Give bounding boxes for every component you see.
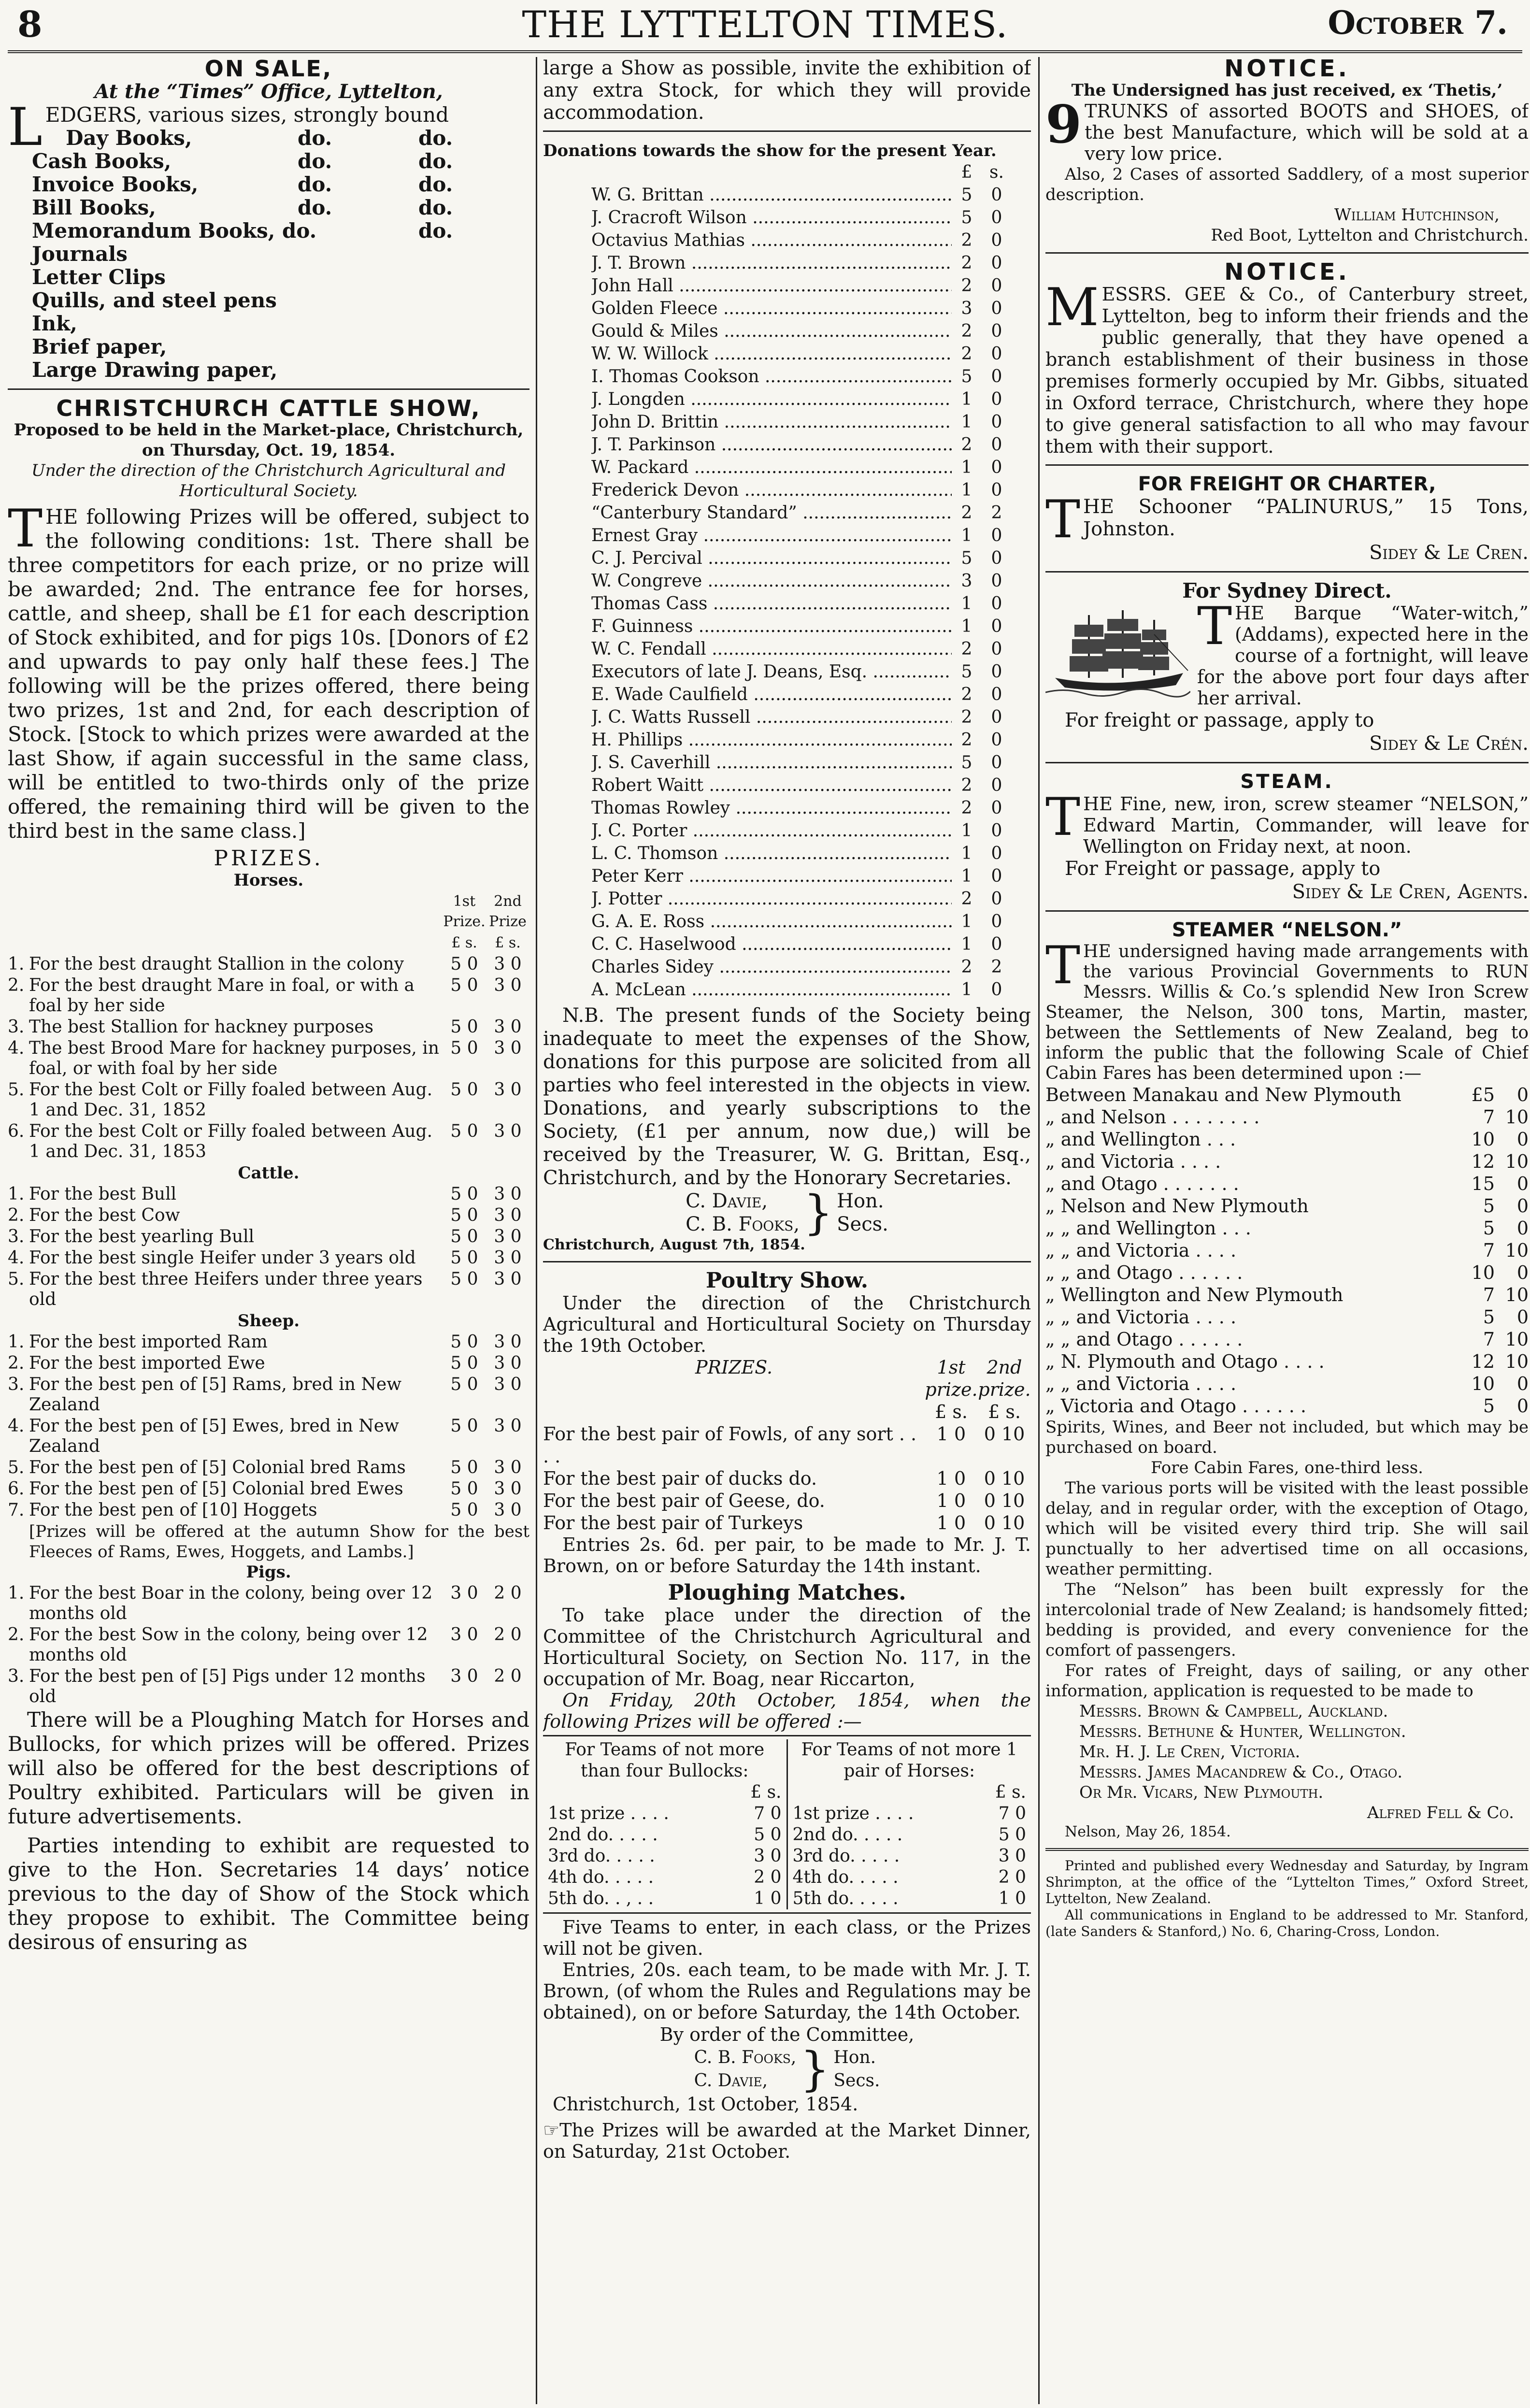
fore-cabin-text: Fore Cabin Fares, one-third less. [1151,1458,1423,1477]
intro-text: HE following Prizes will be offered, subject to the following conditions: 1st. There shall be three competitors for each prize, or no prize will be awarded; 2nd. The entrance fee for horses, cattle, and sheep, shall be £1 for each description of Stock exhibited, and for pigs 10s. [Donors of £2 and upwards to pay only half these fees.] The following will be the prizes offered, there being two prizes, 1st and 2nd, for each description of Stock. [Stock to which prizes were awarded at the last Show, if again successful in the same class, will be entitled to two-thirds only of the prize offered, the remaining third will be given to the third best in the same class.] [8,505,529,843]
list-item: Letter Clips [32,265,166,289]
section-title: Pigs. [246,1562,291,1582]
donations-list [543,161,1031,1001]
list-item: Messrs. Brown & Campbell, Auckland. [1079,1702,1388,1721]
donation-row: F. Guinness ..... 1 0 [591,615,1012,638]
ad-subheading: Proposed to be held in the Market-place, Christchurch, on Thursday, Oct. 19, 1854. [14,420,524,460]
list-item: Quills, and steel pens [32,288,277,312]
fare-row: „ and Nelson . . . . . . . . 7 10 [1045,1106,1529,1128]
ad-heading: FOR FREIGHT OR CHARTER, [1138,473,1436,495]
prize-row: 3. For the best pen of [5] Pigs under 12 months old 3 0 2 0 [8,1666,522,1706]
prizes-title: PRIZES. [214,846,324,871]
divider [1045,571,1529,573]
ad-body: TRUNKS of assorted BOOTS and SHOES, of the best Manufacture, which will be sold at a very low price. [1085,100,1529,164]
fare-row: „ and Otago . . . . . . . 15 0 [1045,1173,1529,1194]
divider [1045,1848,1529,1851]
ad-heading: CHRISTCHURCH CATTLE SHOW, [56,395,481,421]
donation-row: G. A. E. Ross ..... 1 0 [591,910,1012,933]
section-title: Cattle. [238,1163,300,1183]
committee-signature: C. B. Fooks, C. Davie, } Hon. Secs. [694,2042,880,2096]
donation-row: H. Phillips ..... 2 0 [591,729,1012,751]
prize-units: £ s. £ s. [451,934,521,951]
section-title: Horses. [233,871,304,890]
divider [543,1912,1031,1914]
five-teams-text: Five Teams to enter, in each class, or the Prizes will not be given. [543,1917,1031,1959]
donation-row: A. McLean ..... 1 0 [591,978,1012,1001]
on-sale-ad [8,57,529,382]
donation-row: John Hall ..... 2 0 [591,274,1012,297]
exhibit-notice: Parties intending to exhibit are requested to give to the Hon. Secretaries 14 days’ notice previous to the day of Show of the Stock which they propose to exhibit. The Committee being desirous of ensuring as [8,1834,529,1954]
list-item: Messrs. Bethune & Hunter, Wellington. [1079,1722,1406,1741]
prize-row: 6. For the best pen of [5] Colonial bred Ewes 5 0 3 0 [8,1479,522,1499]
donation-row: John D. Brittin ..... 1 0 [591,411,1012,433]
ad-heading: STEAMER “NELSON.” [1172,919,1402,941]
donation-row: J. T. Parkinson ..... 2 0 [591,433,1012,456]
donation-row: W. Congreve ..... 3 0 [591,570,1012,592]
drop-cap: M [1045,277,1099,338]
fare-row: „ „ and Otago . . . . . . 10 0 [1045,1262,1529,1283]
ad-subheading: The Undersigned has just received, ex ‘Thetis,’ [1071,81,1503,100]
donation-row: Robert Waitt ..... 2 0 [591,774,1012,797]
ports-text: The various ports will be visited with the least possible delay, and in regular order, with the exception of Otago, which will be visited every third trip. She will sail punctually to her advertised time on all occasions, weather permitting. [1045,1478,1529,1579]
poultry-ad [543,1269,1031,1577]
fare-row: „ „ and Victoria . . . . 10 0 [1045,1373,1529,1394]
column-3 [1045,57,1529,2404]
dinner-note: ☞The Prizes will be awarded at the Market Dinner, on Saturday, 21st October. [543,2120,1031,2162]
fare-row: „ Nelson and New Plymouth 5 0 [1045,1195,1529,1217]
list-item: Bill Books, do. do. [32,196,453,219]
section-title: Sheep. [237,1311,300,1331]
prize-row: 7. For the best pen of [10] Hoggets 5 0 3 0 [8,1500,522,1520]
signature: Sidey & Le Cren, Agents. [1292,881,1529,903]
prize-row: 6. For the best Colt or Filly foaled between Aug. 1 and Dec. 31, 1853 5 0 3 0 [8,1121,522,1161]
ploughing-prizes [543,1739,1031,1909]
donation-row: Thomas Cass ..... 1 0 [591,592,1012,615]
donation-row: Charles Sidey ..... 2 2 [591,956,1012,978]
nb-text: N.B. The present funds of the Society being inadequate to meet the expenses of the Show, donations for this purpose are solicited from all parties who feel interested in the objects in view. Donations, and yearly subscriptions to the Society, (£1 per annum, now due,) will be received by the Treasurer, W. G. Brittan, Esq., Christchurch, and by the Honorary Secretaries. [543,1004,1031,1189]
divider [1045,910,1529,912]
entries-text: Entries 2s. 6d. per pair, to be made to Mr. J. T. Brown, on or before Saturday the 14th instant. [543,1534,1031,1577]
drop-cap: T [1045,935,1081,996]
ad-heading: For Sydney Direct. [1182,579,1392,602]
fares-table [1045,1084,1529,1417]
list-item: Day Books, do. do. [66,126,453,150]
cattle-show-ad [8,397,529,1954]
donation-row: L. C. Thomson ..... 1 0 [591,842,1012,865]
ploughing-mention: There will be a Ploughing Match for Horses and Bullocks, for which prizes will be offered. Prizes will also be offered for the best descriptions of Poultry exhibited. Particulars will be given in future advertisements. [8,1708,529,1828]
fare-row: Between Manakau and New Plymouth £5 0 [1045,1084,1529,1105]
steam-ad [1045,770,1529,903]
donation-row: J. C. Watts Russell ..... 2 0 [591,706,1012,729]
dateline: Christchurch, 1st October, 1854. [553,2093,858,2115]
signature: William Hutchinson, [1334,205,1500,225]
prize-row: 5. For the best Colt or Filly foaled between Aug. 1 and Dec. 31, 1852 5 0 3 0 [8,1080,522,1120]
donation-row: Peter Kerr ..... 1 0 [591,865,1012,888]
masthead [8,0,1522,53]
donation-row: J. S. Caverhill ..... 5 0 [591,751,1012,774]
built-text: The “Nelson” has been built expressly for the intercolonial trade of New Zealand; is handsomely fitted; bedding is provided, and every convenience for the comfort of passengers. [1045,1580,1529,1660]
apply-text: For Freight or passage, apply to [1065,858,1381,880]
donation-row: Octavius Mathias ..... 2 0 [591,229,1012,252]
pointing-hand-icon: ☞ [543,2120,560,2141]
ad-heading: ON SALE, [204,57,333,82]
list-item: Journals [32,242,128,266]
horses-prizes: For Teams of not more 1 pair of Horses: £ s. 1st prize . . . . 7 0 2nd do. . . . . 5 0 3rd do. . . . . 3 0 4th do. . . . . 2 0 5th do. . . . . 1 0 [792,1740,1026,1908]
prize-row: 2. For the best draught Mare in foal, or with a foal by her side 5 0 3 0 [8,975,522,1016]
ad-body: HE Schooner “PALINURUS,” 15 Tons, Johnston. [1083,496,1529,540]
column-2 [543,57,1031,2404]
drop-cap: 9 [1045,94,1082,155]
apply-text: For freight or passage, apply to [1065,709,1374,731]
ad-first-line: EDGERS, various sizes, strongly bound [45,103,449,127]
column-rule [536,57,537,2404]
list-item: Mr. H. J. Le Cren, Victoria. [1079,1742,1301,1762]
drop-cap: L [8,97,43,158]
prize-row: 1. For the best draught Stallion in the colony 5 0 3 0 [8,954,522,974]
donation-row: J. Longden ..... 1 0 [591,388,1012,411]
signature: Alfred Fell & Co. [1367,1803,1514,1822]
column-rule [1038,57,1040,2404]
sydney-ad [1045,579,1529,755]
list-item: Large Drawing paper, [32,358,278,382]
ad-body: ESSRS. GEE & Co., of Canterbury street, Lyttelton, beg to inform their friends and the public generally, that they have opened a branch establishment of their business in those premises formerly occupied by Mr. Gibbs, situated in Oxford terrace, Christchurch, where they hope to give general satisfaction to all who may favour them with their support. [1045,284,1529,457]
prize-row: 5. For the best three Heifers under three years old 5 0 3 0 [8,1269,522,1309]
divider [1045,464,1529,466]
drop-cap: T [8,499,43,559]
donation-row: W. C. Fendall ..... 2 0 [591,638,1012,660]
donation-row: Frederick Devon ..... 1 0 [591,479,1012,502]
prize-row: 3. For the best yearling Bull 5 0 3 0 [8,1227,522,1247]
continued-text: large a Show as possible, invite the exhibition of any extra Stock, for which they will provide accommodation. [543,57,1031,124]
fare-row: „ and Wellington . . . 10 0 [1045,1129,1529,1150]
rates-text: For rates of Freight, days of sailing, or any other information, application is requested to be made to [1045,1661,1529,1701]
ad-also: Also, 2 Cases of assorted Saddlery, of a most superior description. [1045,165,1529,204]
prize-row: For the best pair of Fowls, of any sort . . . . 1 0 0 10 [543,1423,1025,1467]
list-item: Invoice Books, do. do. [32,172,453,196]
donation-row: “Canterbury Standard” ..... 2 2 [591,502,1012,524]
prize-header: 1st Prize. 2nd Prize [443,893,527,930]
fare-row: „ N. Plymouth and Otago . . . . 12 10 [1045,1351,1529,1372]
dateline: Christchurch, August 7th, 1854. [543,1236,805,1253]
signature-address: Red Boot, Lyttelton and Christchurch. [1211,226,1529,245]
signature: Sidey & Le Crén. [1369,732,1529,755]
prize-row: 4. For the best pen of [5] Ewes, bred in New Zealand 5 0 3 0 [8,1416,522,1456]
donation-row: E. Wade Caulfield ..... 2 0 [591,683,1012,706]
ad-body: HE Barque “Water-witch,” (Addams), expected here in the course of a fortnight, will leave for the above port four days after her arrival. [1197,602,1529,709]
spirits-text: Spirits, Wines, and Beer not included, but which may be purchased on board. [1045,1418,1529,1457]
ad-body: HE Fine, new, iron, screw steamer “NELSON,” Edward Martin, Commander, will leave for Wellington on Friday next, at noon. [1083,793,1529,857]
donation-row: W. Packard ..... 1 0 [591,456,1012,479]
notice-gee-ad [1045,260,1529,458]
ledger-list-2 [8,150,529,382]
ad-intro: Under the direction of the Christchurch Agricultural and Horticultural Society on Thursday the 19th October. [543,1292,1031,1356]
list-item: Ink, [32,312,77,335]
column-1 [8,57,529,2404]
drop-cap: T [1197,596,1232,657]
donation-row: J. T. Brown ..... 2 0 [591,252,1012,274]
ad-heading: Poultry Show. [705,1268,869,1293]
fare-row: „ Victoria and Otago . . . . . . 5 0 [1045,1395,1529,1417]
imprint-england: All communications in England to be addressed to Mr. Stanford, (late Sanders & Stanford,) No. 6, Charing-Cross, London. [1045,1907,1529,1939]
divider [543,1735,1031,1736]
prize-row: 3. For the best pen of [5] Rams, bred in New Zealand 5 0 3 0 [8,1375,522,1415]
imprint [1045,1858,1529,1940]
issue-date: October 7. [1328,4,1508,42]
prize-row: 1. For the best imported Ram 5 0 3 0 [8,1332,522,1352]
divider [543,1261,1031,1262]
donation-row: W. W. Willock ..... 2 0 [591,343,1012,365]
fare-row: „ and Victoria . . . . 12 10 [1045,1151,1529,1172]
fare-row: „ „ and Victoria . . . . 7 10 [1045,1240,1529,1261]
bullocks-prizes: For Teams of not more than four Bullocks: £ s. 1st prize . . . . 7 0 2nd do. . . . . 5 0 3rd do. . . . . 3 0 4th do. . . . . 2 0 5th do. . , . . 1 0 [543,1739,788,1909]
divider [8,388,529,390]
list-item: Cash Books, do. do. [32,149,453,173]
drop-cap: T [1045,787,1081,847]
donation-row: Gould & Miles ..... 2 0 [591,320,1012,343]
dateline: Nelson, May 26, 1854. [1065,1823,1231,1840]
donation-row: C. J. Percival ..... 5 0 [591,547,1012,570]
fare-row: „ „ and Otago . . . . . . 7 10 [1045,1329,1529,1350]
prize-units: £ s. £ s. [935,1401,1021,1422]
divider [1045,252,1529,254]
freight-ad [1045,473,1529,564]
fare-row: „ Wellington and New Plymouth 7 10 [1045,1284,1529,1305]
list-item: Brief paper, [32,335,167,358]
prize-row: 4. The best Brood Mare for hackney purposes, in foal, or with foal by her side 5 0 3 0 [8,1038,522,1078]
ad-heading: STEAM. [1240,771,1334,793]
ad-intro: To take place under the direction of the Committee of the Christchurch Agricultural and Horticultural Society, on Section No. 117, in the occupation of Mr. Boag, near Riccarton, [543,1605,1031,1690]
prize-row: 1. For the best Bull 5 0 3 0 [8,1184,522,1204]
ad-subheading-2: Under the direction of the Christchurch Agricultural and Horticultural Society. [31,461,506,501]
prize-row: 2. For the best Sow in the colony, being over 12 months old 3 0 2 0 [8,1625,522,1665]
divider [543,130,1031,132]
fare-row: „ „ and Wellington . . . 5 0 [1045,1218,1529,1239]
ad-date: On Friday, 20th October, 1854, when the following Prizes will be offered :— [543,1690,1031,1732]
donation-row: J. Cracroft Wilson ..... 5 0 [591,206,1012,229]
prize-header: PRIZES. 1st prize. 2nd prize. [695,1357,1031,1400]
prize-row: 5. For the best pen of [5] Colonial bred Rams 5 0 3 0 [8,1458,522,1477]
ploughing-ad [543,1581,1031,2162]
donation-row: Ernest Gray ..... 1 0 [591,524,1012,547]
list-item: Memorandum Books, do. do. [32,219,453,243]
prize-row: For the best pair of Geese, do. 1 0 0 10 [543,1490,1025,1511]
ledger-list [8,127,529,150]
prize-row: 4. For the best single Heifer under 3 years old 5 0 3 0 [8,1248,522,1268]
ad-subheading: At the “Times” Office, Lyttelton, [94,80,443,103]
donation-row: Executors of late J. Deans, Esq. ..... 5 0 [591,660,1012,683]
donation-row: Thomas Rowley ..... 2 0 [591,797,1012,819]
signature: Sidey & Le Cren. [1369,542,1529,564]
prize-row: 2. For the best Cow 5 0 3 0 [8,1205,522,1225]
page-number: 8 [17,4,43,45]
donation-row: I. Thomas Cookson ..... 5 0 [591,365,1012,388]
entries-text: Entries, 20s. each team, to be made with Mr. J. T. Brown, (of whom the Rules and Regulations may be obtained), on or before Saturday, the 14th October. [543,1959,1031,2023]
newspaper-title: THE LYTTELTON TIMES. [522,3,1008,46]
list-item: Messrs. James Macandrew & Co., Otago. [1079,1763,1403,1782]
ad-body: HE undersigned having made arrangements with the various Provincial Governments to RUN Messrs. Willis & Co.’s splendid New Iron Screw Steamer, the Nelson, 300 tons, Martin, master, between the Settlements of New Zealand, beg to inform the public that the following Scale of Chief Cabin Fares has been determined upon :— [1045,942,1529,1083]
by-order: By order of the Committee, [659,2024,915,2045]
prize-row: 1. For the best Boar in the colony, being over 12 months old 3 0 2 0 [8,1583,522,1623]
prize-row: 2. For the best imported Ewe 5 0 3 0 [8,1353,522,1373]
donation-row: C. C. Haselwood ..... 1 0 [591,933,1012,956]
notice-boots-ad [1045,57,1529,245]
prize-row: 3. The best Stallion for hackney purposes 5 0 3 0 [8,1017,522,1037]
fare-row: „ „ and Victoria . . . . 5 0 [1045,1306,1529,1328]
sailing-ship-icon [1045,605,1190,702]
donations-units: £ s. [961,162,1004,182]
secretaries-signature: C. Davie, C. B. Fooks, } Hon. Secs. [686,1186,888,1240]
donation-row: Golden Fleece ..... 3 0 [591,297,1012,320]
steamer-nelson-ad [1045,918,1529,1841]
ad-heading: Ploughing Matches. [668,1580,906,1605]
donation-row: J. Potter ..... 2 0 [591,888,1012,910]
agents-list [1045,1701,1529,1803]
sheep-note: [Prizes will be offered at the autumn Show for the best Fleeces of Rams, Ewes, Hoggets, and Lambs.] [29,1522,529,1562]
donation-row: J. C. Porter ..... 1 0 [591,819,1012,842]
drop-cap: T [1045,489,1081,550]
imprint-printer: Printed and published every Wednesday and Saturday, by Ingram Shrimpton, at the office of the “Lyttelton Times,” Oxford Street, Lyttelton, New Zealand. [1045,1858,1529,1906]
list-item: Or Mr. Vicars, New Plymouth. [1079,1783,1324,1802]
donation-row: W. G. Brittan ..... 5 0 [591,184,1012,206]
donations-heading: Donations towards the show for the present Year. [543,141,997,160]
ad-heading: NOTICE. [1224,57,1350,82]
prize-row: For the best pair of Turkeys 1 0 0 10 [543,1512,1025,1534]
prize-row: For the best pair of ducks do. 1 0 0 10 [543,1468,1025,1489]
ad-heading: NOTICE. [1224,258,1350,286]
divider [1045,762,1529,763]
